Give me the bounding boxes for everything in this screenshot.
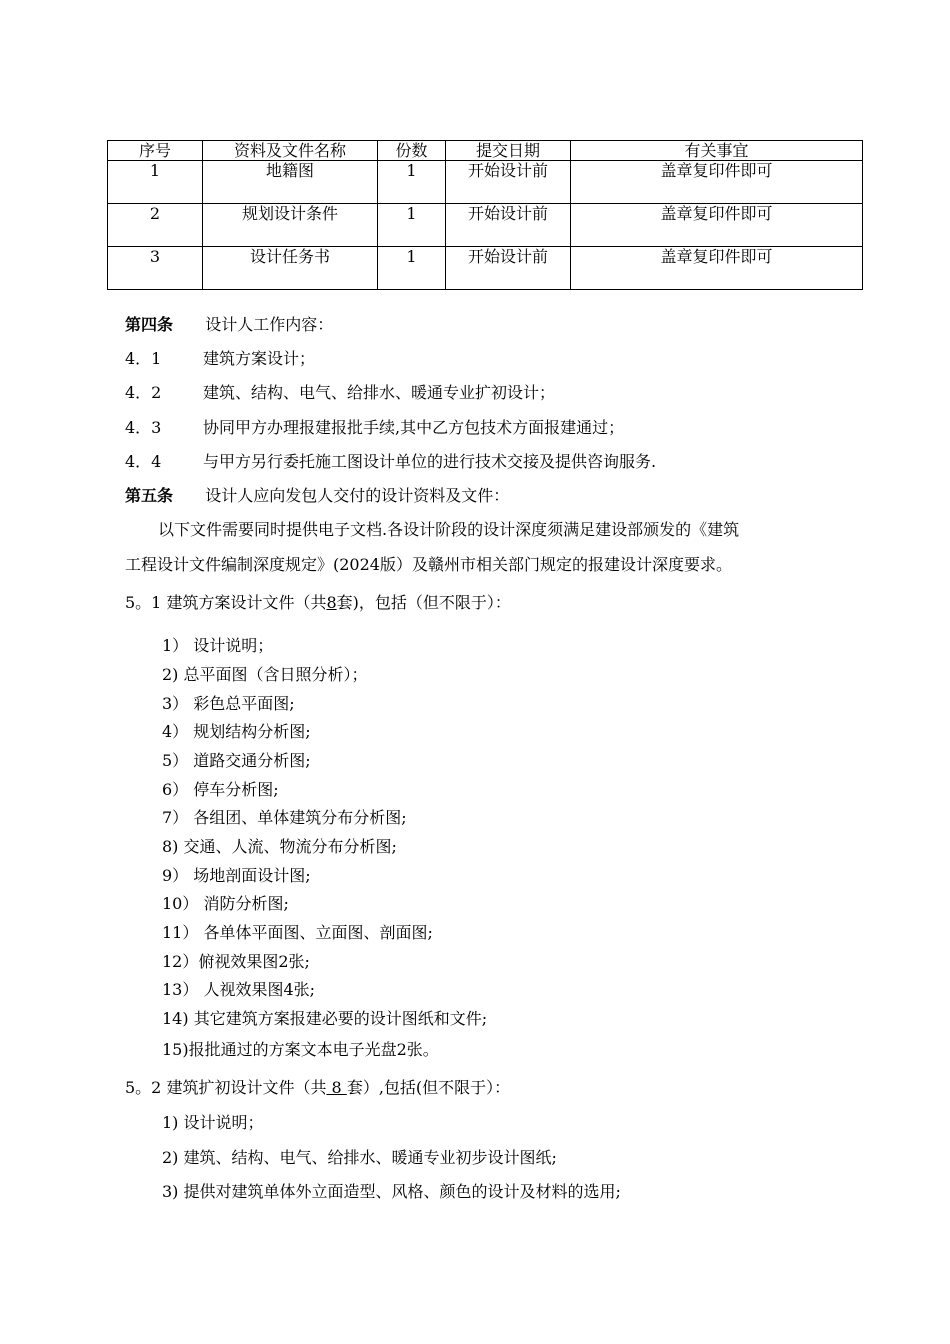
header-submit-date: 提交日期 <box>446 141 571 161</box>
list-item: 5） 道路交通分析图; <box>162 751 311 770</box>
article4-item: 4．1 建筑方案设计； <box>125 349 316 368</box>
cell: 1 <box>378 161 446 204</box>
article4-text: 设计人工作内容： <box>205 315 334 334</box>
article5-paragraph-line1: 以下文件需要同时提供电子文档.各设计阶段的设计深度须满足建设部颁发的《建筑 <box>158 520 740 539</box>
section-5-1-heading: 5。1 建筑方案设计文件（共8套)，包括（但不限于）： <box>125 593 511 612</box>
cell: 盖章复印件即可 <box>571 204 863 247</box>
list-item: 8) 交通、人流、物流分布分析图; <box>162 837 397 856</box>
article5-heading-line <box>125 486 509 506</box>
header-doc-name: 资料及文件名称 <box>203 141 378 161</box>
list-item: 1） 设计说明； <box>162 636 274 655</box>
cell: 盖章复印件即可 <box>571 161 863 204</box>
cell: 2 <box>108 204 203 247</box>
header-seq: 序号 <box>108 141 203 161</box>
list-item: 2) 建筑、结构、电气、给排水、暖通专业初步设计图纸; <box>162 1148 557 1167</box>
table-row <box>108 247 863 290</box>
documents-table <box>107 140 863 290</box>
list-item: 6） 停车分析图; <box>162 780 279 799</box>
cell: 1 <box>378 204 446 247</box>
list-item: 1) 设计说明； <box>162 1113 264 1132</box>
article4-item: 4．4 与甲方另行委托施工图设计单位的进行技术交接及提供咨询服务. <box>125 452 657 471</box>
list-item: 15)报批通过的方案文本电子光盘2张。 <box>162 1040 439 1059</box>
header-notes: 有关事宜 <box>571 141 863 161</box>
list-item: 11） 各单体平面图、立面图、剖面图; <box>162 923 433 942</box>
article4-heading: 第四条 <box>125 315 174 334</box>
list-item: 10） 消防分析图; <box>162 894 289 913</box>
article4-item: 4．3 协同甲方办理报建报批手续,其中乙方包技术方面报建通过； <box>125 418 625 437</box>
cell: 地籍图 <box>203 161 378 204</box>
cell: 设计任务书 <box>203 247 378 290</box>
cell: 盖章复印件即可 <box>571 247 863 290</box>
cell: 1 <box>108 161 203 204</box>
list-item: 7） 各组团、单体建筑分布分析图; <box>162 808 407 827</box>
cell: 3 <box>108 247 203 290</box>
table-row <box>108 204 863 247</box>
list-item: 12）俯视效果图2张; <box>162 952 310 971</box>
copy-count: 8 <box>326 593 337 612</box>
list-item: 9） 场地剖面设计图; <box>162 866 311 885</box>
section-5-2-heading: 5。2 建筑扩初设计文件（共 8 套）,包括(但不限于）： <box>125 1078 511 1097</box>
article4-heading-line <box>125 315 333 335</box>
cell: 1 <box>378 247 446 290</box>
article5-paragraph-line2: 工程设计文件编制深度规定》(2024版）及赣州市相关部门规定的报建设计深度要求。 <box>125 555 732 574</box>
cell: 开始设计前 <box>446 161 571 204</box>
copy-count: 8 <box>326 1078 347 1097</box>
list-item: 3） 彩色总平面图; <box>162 694 295 713</box>
header-copies: 份数 <box>378 141 446 161</box>
table-header-row <box>108 141 863 161</box>
article4-item: 4．2 建筑、结构、电气、给排水、暖通专业扩初设计； <box>125 383 556 402</box>
list-item: 14) 其它建筑方案报建必要的设计图纸和文件; <box>162 1009 488 1028</box>
article5-heading: 第五条 <box>125 486 174 505</box>
cell: 规划设计条件 <box>203 204 378 247</box>
list-item: 2) 总平面图（含日照分析）； <box>162 665 368 684</box>
cell: 开始设计前 <box>446 247 571 290</box>
article5-text: 设计人应向发包人交付的设计资料及文件： <box>205 486 510 505</box>
list-item: 4） 规划结构分析图; <box>162 722 311 741</box>
list-item: 3) 提供对建筑单体外立面造型、风格、颜色的设计及材料的选用; <box>162 1182 621 1201</box>
cell: 开始设计前 <box>446 204 571 247</box>
list-item: 13） 人视效果图4张; <box>162 980 316 999</box>
table-row <box>108 161 863 204</box>
